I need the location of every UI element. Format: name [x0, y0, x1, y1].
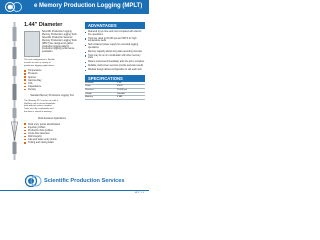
diameter-heading: 1.44" Diameter: [24, 22, 63, 28]
list-item: Reliable, field proven sensors provide accurate results: [85, 65, 145, 68]
tool-caption: Standard Memory Production Logging Tool: [30, 95, 74, 98]
intro-text: [42, 31, 77, 57]
page-title: e Memory Production Logging (MPLT): [34, 3, 143, 9]
list-item: Fluid entry points identification: [24, 123, 80, 126]
spec-value: 8 MB: [117, 96, 123, 99]
list-item: Temperature: [24, 69, 80, 72]
intro-line: Memory Production Logging Tools: [42, 33, 77, 36]
company-logo-icon: [3, 1, 31, 13]
list-item: Modular design allows configuration to suit each well: [85, 69, 145, 72]
spec-label: Temp.: [85, 85, 91, 88]
list-item: Production flow profiles: [24, 129, 80, 132]
spec-value: 20,000 psi: [117, 88, 128, 91]
list-item: Memory capacity allows long data recording intervals: [85, 51, 145, 54]
list-item: Tools are rated to 20,000 psi and 350°F for high temperature wells: [85, 38, 145, 44]
spec-label: Pressure: [85, 88, 94, 91]
applications-list: [24, 123, 80, 145]
intro-line: Scientific Production Services': [42, 36, 73, 39]
intro-line: (MPLT) are designed to gather: [42, 42, 74, 45]
intro-line: Memory Production Logging Tools: [42, 39, 77, 42]
applications-heading: Multi-Featured Applications: [38, 117, 66, 120]
body-line: Tools are fully combinable and: [24, 108, 54, 111]
intro-line: evaluation.: [42, 51, 54, 54]
list-item: Cross-flow detection: [24, 132, 80, 135]
right-column: [85, 22, 145, 100]
intro-section: [24, 31, 80, 57]
tool-string-illustration: [11, 22, 18, 160]
body-text: [24, 100, 80, 114]
list-item: Tubing and casing leaks: [24, 141, 80, 144]
list-item: Injection profiles: [24, 126, 80, 129]
list-item: Density: [24, 88, 80, 91]
intro-line: production logging data for: [42, 45, 70, 48]
body-line: The Memory PLT can be run with a: [24, 99, 58, 102]
list-item: Reduced rig up time and cost compared with electric line operations: [85, 31, 145, 37]
intro-line: production logging performance: [42, 48, 75, 51]
company-logo-icon: [24, 174, 42, 188]
list-item: Spinner: [24, 76, 80, 79]
list-item: Pressure: [24, 72, 80, 75]
specifications-section: [85, 75, 145, 101]
measurement-list: [24, 69, 80, 91]
list-item: CCL: [24, 82, 80, 85]
body-line: data without surface readout.: [24, 105, 53, 108]
spec-value: Variable: [117, 92, 125, 95]
spec-value: 350°F: [117, 85, 123, 88]
advantages-heading: ADVANTAGES: [85, 22, 145, 29]
config-line: in order to meet a variety of: [24, 61, 51, 64]
footer-divider: [0, 190, 149, 191]
spec-label: Memory: [85, 96, 93, 99]
company-name: Scientific Production Services: [44, 178, 125, 184]
spec-label: Length: [85, 92, 92, 95]
table-row: [85, 96, 145, 100]
spec-value: 1.44": [117, 81, 123, 84]
intro-line: Scientific Production Logging: [42, 31, 72, 33]
spec-label: Diameter: [85, 81, 94, 84]
list-item: Data is processed immediately after the job is complete: [85, 61, 145, 64]
specifications-heading: SPECIFICATIONS: [85, 75, 145, 82]
list-item: Gamma Ray: [24, 79, 80, 82]
product-photo: [24, 31, 40, 57]
list-item: Gas and water entry points: [24, 138, 80, 141]
document-reference: MPLT 1.4: [134, 192, 144, 194]
body-line: the data is stored in memory.: [24, 111, 53, 114]
left-column: [24, 22, 80, 144]
body-line: Slickline unit to record downhole: [24, 102, 56, 105]
list-item: Self contained power supply for extended logging operations: [85, 44, 145, 50]
advantages-list: [85, 31, 145, 72]
config-line: The tool configuration is flexible: [24, 59, 55, 61]
list-item: Well integrity: [24, 135, 80, 138]
config-line: production logging applications.: [24, 64, 55, 67]
list-item: Capacitance: [24, 85, 80, 88]
config-text: [24, 59, 80, 67]
list-item: Tools may be run in combination with other memory tools: [85, 55, 145, 61]
